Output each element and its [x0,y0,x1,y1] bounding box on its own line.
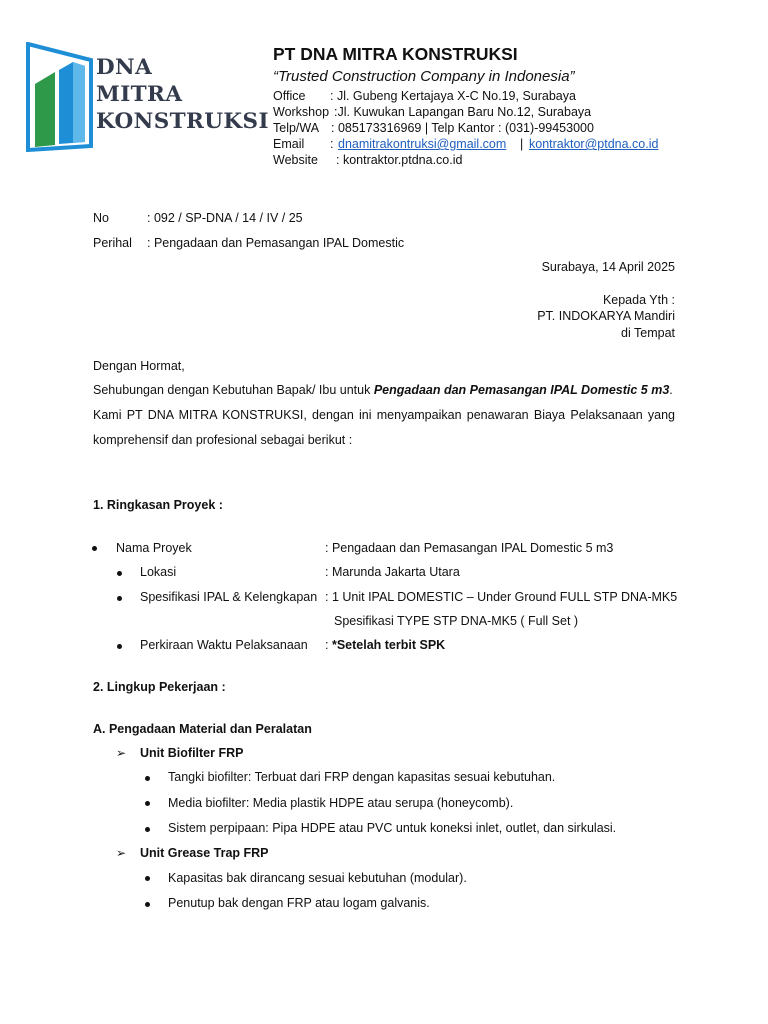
website-value: : kontraktor.ptdna.co.id [336,153,463,167]
bullet-icon [145,827,150,832]
list-item: Media biofilter: Media plastik HDPE atau serupa (honeycomb). [168,796,514,810]
recipient-line-3: di Tempat [621,326,675,340]
bullet-icon [117,571,122,576]
workshop-label: Workshop [273,105,330,119]
waktu-colon: : [325,638,332,652]
perihal-label: Perihal [93,236,132,250]
intro-paragraph [93,383,673,397]
arrow-bullet-icon: ➢ [116,746,127,760]
intro-project-name: Pengadaan dan Pemasangan IPAL Domestic 5 m3 [373,383,670,397]
bullet-icon [92,546,97,551]
waktu-value: *Setelah terbit SPK [331,638,446,652]
office-label: Office [273,89,306,103]
letter-date: Surabaya, 14 April 2025 [541,260,675,274]
bullet-icon [145,902,150,907]
list-item: Tangki biofilter: Terbuat dari FRP dengan kapasitas sesuai kebutuhan. [168,770,556,784]
company-tagline: “Trusted Construction Company in Indonesia” [273,68,575,85]
perihal-value: : Pengadaan dan Pemasangan IPAL Domestic [147,236,405,250]
email-separator: | [520,137,524,151]
bullet-icon [145,876,150,881]
section-1-title: 1. Ringkasan Proyek : [93,498,223,512]
recipient-line-2: PT. INDOKARYA Mandiri [537,309,675,323]
spesifikasi-label: Spesifikasi IPAL & Kelengkapan [140,590,318,604]
email-label: Email [273,137,305,151]
no-label: No [93,211,109,225]
spesifikasi-value-1: : 1 Unit IPAL DOMESTIC – Under Ground FULL STP DNA-MK5 [325,590,678,604]
nama-proyek-value: : Pengadaan dan Pemasangan IPAL Domestic 5 m3 [325,541,614,555]
workshop-value: :Jl. Kuwukan Lapangan Baru No.12, Surabaya [334,105,592,119]
offer-line-2: komprehensif dan profesional sebagai berikut : [93,433,353,447]
website-label: Website [273,153,318,167]
bullet-icon [117,644,122,649]
unit-grease-trap-title: Unit Grease Trap FRP [140,846,269,860]
intro-period: . [669,383,673,397]
email-colon: : [330,137,334,151]
arrow-bullet-icon: ➢ [116,846,127,860]
bullet-icon [117,596,122,601]
logo-wordmark [96,54,269,135]
bullet-icon [145,801,150,806]
spesifikasi-value-2: Spesifikasi TYPE STP DNA-MK5 ( Full Set ) [334,614,579,628]
email-link-ptdna[interactable]: kontraktor@ptdna.co.id [529,137,659,151]
logo-line: DNA [96,55,153,80]
office-value: : Jl. Gubeng Kertajaya X-C No.19, Surabaya [330,89,576,103]
greeting: Dengan Hormat, [93,359,185,373]
logo-line: MITRA [96,82,183,107]
offer-line-1: Kami PT DNA MITRA KONSTRUKSI, dengan ini menyampaikan penawaran Biaya Pelaksanaan yang [93,408,675,422]
email-link-gmail[interactable]: dnamitrakontruksi@gmail.com [338,137,507,151]
bullet-icon [145,776,150,781]
section-2-title: 2. Lingkup Pekerjaan : [93,680,226,694]
telp-value: : 085173316969 | Telp Kantor : (031)-99453000 [331,121,594,135]
lokasi-label: Lokasi [140,565,177,579]
company-logo-icon [25,42,95,154]
waktu-label: Perkiraan Waktu Pelaksanaan [140,638,308,652]
company-name: PT DNA MITRA KONSTRUKSI [273,44,518,64]
logo-line: KONSTRUKSI [96,109,269,134]
no-value: : 092 / SP-DNA / 14 / IV / 25 [147,211,303,225]
list-item: Sistem perpipaan: Pipa HDPE atau PVC untuk koneksi inlet, outlet, dan sirkulasi. [168,821,617,835]
list-item: Kapasitas bak dirancang sesuai kebutuhan (modular). [168,871,467,885]
waktu-value-row [325,638,445,652]
unit-biofilter-title: Unit Biofilter FRP [140,746,244,760]
telp-label: Telp/WA [273,121,320,135]
recipient-line-1: Kepada Yth : [602,293,675,307]
lokasi-value: : Marunda Jakarta Utara [325,565,460,579]
subsection-a-title: A. Pengadaan Material dan Peralatan [93,722,312,736]
list-item: Penutup bak dengan FRP atau logam galvanis. [168,896,430,910]
nama-proyek-label: Nama Proyek [116,541,192,555]
intro-text: Sehubungan dengan Kebutuhan Bapak/ Ibu untuk [93,383,374,397]
